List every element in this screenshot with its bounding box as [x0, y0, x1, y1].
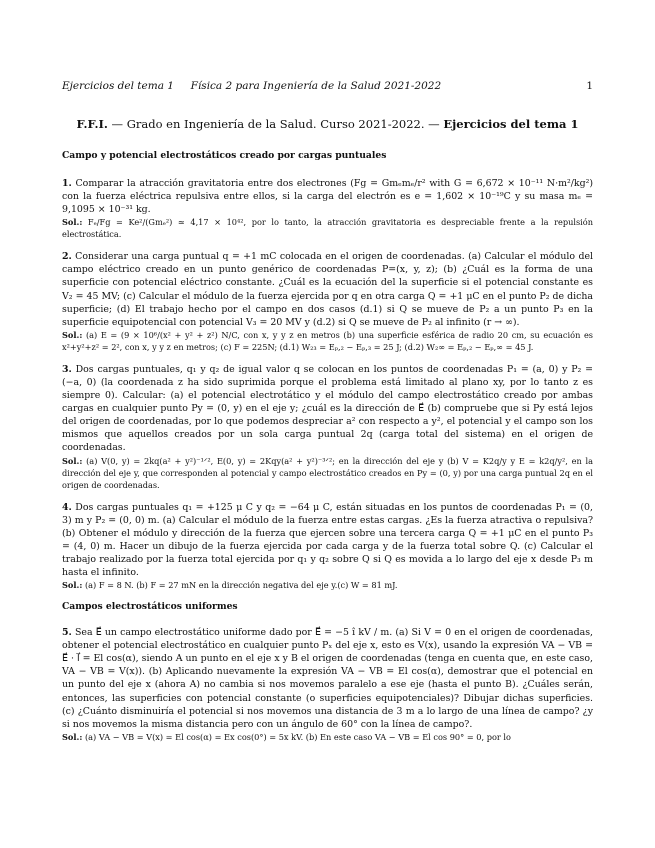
solution-label: Sol.:: [62, 580, 83, 591]
solution-label: Sol.:: [62, 329, 83, 340]
problem-text: Considerar una carga puntual q = +1 mC colocada en el origen de coordenadas. (a) Calcular el módulo del campo eléctrico creado en un punto genérico de coordenadas P=(x, y, z); (b) ¿Cuál es la forma de una superficie con potencial eléctrico constante. ¿Cuál es la ecuación del la superficie si el potencial constante es V₂ = 45 MV; (c) Calcular el módulo de la fuerza ejercida por q en otra carga Q = +1 μC en el punto P₂ de dicha superficie; (d) El trabajo hecho por el campo en dos casos (d.1) si Q se mueve de P₂ a un punto P₃ en la superficie equipotencial con potencial V₃ = 20 MV y (d.2) si Q se mueve de P₂ al infinito (r → ∞).: [62, 251, 593, 328]
problem-4: [62, 501, 593, 580]
solution-label: Sol.:: [62, 455, 83, 466]
problem-text: Dos cargas puntuales q₁ = +125 μ C y q₂ = −64 μ C, están situadas en los puntos de coordenadas P₁ = (0, 3) m y P₂ = (0, 0) m. (a) Calcular el módulo de la fuerza entre estas cargas. ¿Es la fuerza atractiva o repulsiva? (b) Obtener el módulo y dirección de la fuerza que ejercen sobre una tercera carga Q = +1 μC en el punto P₃ = (4, 0) m. Hacer un dibujo de la fuerza ejercida por cada carga y de la fuerza total sobre Q. (c) Calcular el trabajo realizado por la fuerza total ejercida por q₁ y q₂ sobre Q si Q es movida a lo largo del eje x desde P₃ m hasta el infinito.: [62, 501, 593, 578]
section-heading-uniform-fields: Campos electrostáticos uniformes: [62, 601, 238, 613]
problem-number: 3.: [62, 363, 72, 375]
solution-text: (a) V(0, y) = 2kq(a² + y²)⁻¹ᐟ², E(0, y) = 2Kqy(a² + y²)⁻³ᐟ²; en la dirección del eje y (b) V = K2q/y y E = k2q/y², en la dirección del eje y, que corresponden al potencial y campo electrostático creados en Py = (0, y) por una carga puntual 2q en el origen de coordenadas.: [62, 455, 593, 490]
solution-5: [62, 731, 593, 743]
problem-1: [62, 177, 593, 216]
problem-text: Dos cargas puntuales, q₁ y q₂ de igual valor q se colocan en los puntos de coordenadas P₁ = (a, 0) y P₂ = (−a, 0) (la coordenada z ha sido suprimida porque el problema está limitado al plano xy, por lo tanto z es siempre 0). Calcular: (a) el potencial electrotático y el módulo del campo electrostático creado por ambas cargas en cualquier punto Py = (0, y) en el eje y; ¿cuál es la dirección de E⃗ (b) compruebe que si Py está lejos del origen de coordenadas, por lo que podemos despreciar a² con respecto a y², el potencial y el campo son los mismos que aquellos creados por un sola carga puntual 2q (carga total del sistema) en el origen de coordenadas.: [62, 363, 593, 454]
problem-5: [62, 626, 593, 731]
title-bold-prefix: F.F.I.: [76, 117, 108, 131]
solution-text: (a) VA − VB = V(x) = El cos(α) = Ex cos(0°) = 5x kV. (b) En este caso VA − VB = El cos 90° = 0, por lo: [82, 731, 511, 742]
solution-3: [62, 455, 593, 491]
solution-text: (a) F = 8 N. (b) F = 27 mN en la dirección negativa del eje y.(c) W = 81 mJ.: [82, 580, 398, 591]
title-bold-suffix: Ejercicios del tema 1: [443, 117, 579, 131]
title-middle: — Grado en Ingeniería de la Salud. Curso 2021-2022. —: [107, 117, 444, 131]
problem-number: 5.: [62, 627, 72, 639]
problem-text: Sea E⃗ un campo electrostático uniforme dado por E⃗ = −5 î kV / m. (a) Si V = 0 en el origen de coordenadas, obtener el potencial electrostático en cualquier punto Pₓ del eje x, esto es V(x), usando la expresión VA − VB = E⃗ · l⃗ = El cos(α), siendo A un punto en el eje x y B el origen de coordenadas (tenga en cuenta que, en este caso, VA − VB = V(x)). (b) Aplicando nuevamente la expresión VA − VB = El cos(α), demostrar que el potencial en un punto del eje x (ahora A) no cambia si nos movemos paralelo a ese eje (hasta el punto B). ¿Cuáles serán, entonces, las superficies con potencial constante (o superficies equipotenciales)? Dibujar dichas superficies. (c) ¿Cuánto disminuiría el potencial si nos movemos una distancia de 3 m a lo largo de una línea de campo? ¿y si nos movemos la misma distancia pero con un ángulo de 60° con la línea de campo?.: [62, 627, 593, 730]
problem-2: [62, 250, 593, 329]
header-text: Ejercicios del tema 1 Física 2 para Ingeniería de la Salud 2021-2022: [62, 80, 442, 92]
solution-label: Sol.:: [62, 731, 83, 742]
problem-3: [62, 363, 593, 455]
document-title: [62, 117, 593, 131]
solution-text: (a) E = (9 × 10⁶/(x² + y² + z²) N/C, con x, y y z en metros (b) una superficie esférica de radio 20 cm, su ecuación es x²+y²+z² = 2², con x, y y z en metros; (c) F = 225N; (d.1) W₂₃ = Eₚ,₂ − Eₚ,₃ = 25 J; (d.2) W₂∞ = Eₚ,₂ − Eₚ,∞ = 45 J.: [62, 329, 593, 352]
problem-number: 2.: [62, 251, 72, 263]
running-header: [62, 80, 593, 94]
section-heading-point-charges: Campo y potencial electrostáticos creado por cargas puntuales: [62, 150, 387, 161]
document-body: [62, 150, 593, 753]
problem-text: Comparar la atracción gravitatoria entre dos electrones (Fg = Gmₑmₑ/r² with G = 6,672 × 10⁻¹¹ N·m²/kg²) con la fuerza eléctrica repulsiva entre ellos, si la carga del electrón es e = 1,602 × 10⁻¹⁹C y su masa mₑ = 9,1095 × 10⁻³¹ kg.: [62, 178, 593, 216]
solution-label: Sol.:: [62, 217, 83, 228]
solution-2: [62, 329, 593, 353]
problem-number: 1.: [62, 178, 72, 189]
solution-text: Fₑ/Fg = Ke²/(Gmₑ²) ≃ 4,17 × 10⁴², por lo tanto, la atracción gravitatoria es despreciable frente a la repulsión electrostática.: [62, 217, 593, 240]
problem-number: 4.: [62, 501, 72, 513]
solution-4: [62, 579, 593, 591]
page-number: 1: [586, 80, 593, 92]
solution-1: [62, 216, 593, 240]
